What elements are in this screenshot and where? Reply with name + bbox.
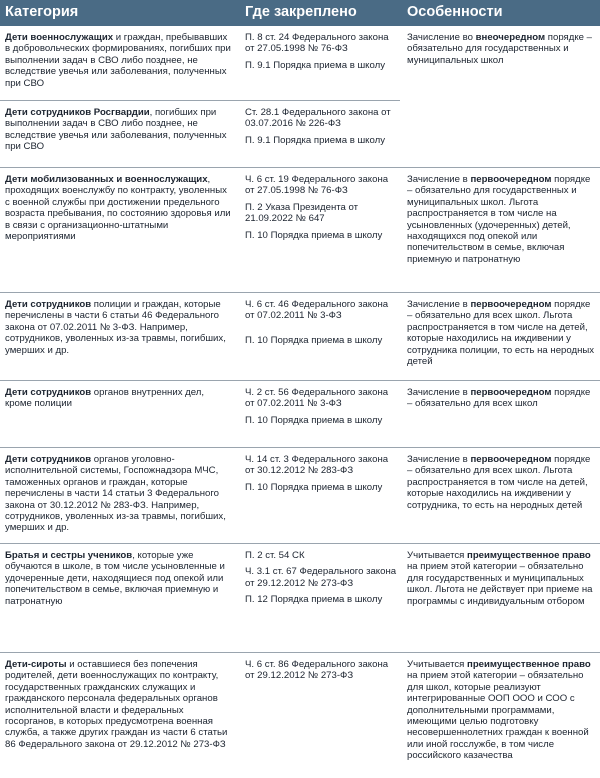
where-cell: Ст. 28.1 Федерального закона от 03.07.2016 № 226-ФЗ П. 9.1 Порядка приема в школу	[245, 107, 391, 146]
category-cell: Дети сотрудников Росгвардии, погибших при выполнении задач в СВО либо позднее, не вследствие увечья или заболевания, полученных при СВО	[5, 107, 227, 153]
header-features: Особенности	[407, 4, 503, 20]
category-cell: Дети сотрудников органов уголовно-исполнительной системы, Госпожнадзора МЧС, таможенных органов и граждан, которые перечислены в части 14 статьи 3 Федерального закона от 30.12.2012 № 283-ФЗ. Например, сотрудников, уволенных из-за травмы, погибших, умерших и др.	[5, 454, 226, 534]
category-cell: Дети сотрудников органов внутренних дел, кроме полиции	[5, 387, 205, 410]
features-cell: Зачисление в первоочередном порядке – обязательно для всех школ	[407, 387, 591, 410]
table-row	[0, 293, 600, 381]
table-header	[0, 0, 600, 26]
where-cell: Ч. 6 ст. 19 Федерального закона от 27.05.1998 № 76-ФЗ П. 2 Указа Президента от 21.09.2022 № 647 П. 10 Порядка приема в школу	[245, 174, 389, 241]
table-row	[0, 381, 600, 448]
table-row	[0, 448, 600, 544]
header-category: Категория	[5, 4, 79, 20]
table-row	[0, 544, 600, 653]
category-cell: Дети сотрудников полиции и граждан, которые перечислены в части 6 статьи 46 Федерального закона от 07.02.2011 № 3-ФЗ. Например, сотрудников, уволенных из-за травмы, погибших, умерших и др.	[5, 299, 226, 356]
where-cell: Ч. 6 ст. 86 Федерального закона от 29.12.2012 № 273-ФЗ	[245, 659, 389, 682]
category-cell: Дети-сироты и оставшиеся без попечения родителей, дети военнослужащих по контракту, государственных гражданских служащих и гражданского персонала федеральных органов исполнительной власти и федеральных госорганов, в которых предусмотрена военная служба, а также других граждан из части 6 статьи 86 Федерального закона от 29.12.2012 № 273-ФЗ	[5, 659, 228, 750]
table-row	[0, 168, 600, 293]
features-cell: Зачисление в первоочередном порядке – обязательно для государственных и муниципальных школ. Льгота распространяется в том числе на усыновленных (удочеренных) детей, находящихся под опекой или попечительством в семье, включая приемную и патронатную	[407, 174, 591, 265]
where-cell: П. 8 ст. 24 Федерального закона от 27.05.1998 № 76-ФЗ П. 9.1 Порядка приема в школу	[245, 32, 389, 71]
category-cell: Братья и сестры учеников, которые уже обучаются в школе, в том числе усыновленные и удочеренные дети, находящиеся под опекой или попечительством в семье, включая приемную и патронатную	[5, 550, 225, 607]
features-cell: Учитывается преимущественное право на прием этой категории – обязательно для школ, которые реализуют интегрированные ООП ООО и СОО с дополнительными программами, имеющими целью подготовку несовершеннолетних граждан к военной или иной госслужбе, в том числе российского казачества	[407, 659, 591, 762]
table-row	[0, 26, 600, 101]
where-cell: Ч. 14 ст. 3 Федерального закона от 30.12.2012 № 283-ФЗ П. 10 Порядка приема в школу	[245, 454, 389, 493]
features-cell: Зачисление в первоочередном порядке – обязательно для всех школ. Льгота распространяется в том числе на детей, которые находились на иждивении у сотрудника полиции, то есть на неродных детей	[407, 299, 595, 368]
where-cell: П. 2 ст. 54 СК Ч. 3.1 ст. 67 Федерального закона от 29.12.2012 № 273-ФЗ П. 12 Порядка приема в школу	[245, 550, 397, 606]
table-body	[0, 26, 600, 777]
where-cell: Ч. 2 ст. 56 Федерального закона от 07.02.2011 № 3-ФЗ П. 10 Порядка приема в школу	[245, 387, 389, 426]
features-cell: Учитывается преимущественное право на прием этой категории – обязательно для государственных и муниципальных школ. Льгота не действует при приеме на программы с индивидуальным отбором	[407, 550, 593, 607]
header-where: Где закреплено	[245, 4, 357, 20]
table-row	[0, 101, 600, 168]
where-cell: Ч. 6 ст. 46 Федерального закона от 07.02.2011 № 3-ФЗ П. 10 Порядка приема в школу	[245, 299, 389, 346]
features-cell: Зачисление в первоочередном порядке – обязательно для всех школ. Льгота распространяется в том числе на детей, которые находились на иждивении у сотрудника, то есть на неродных детей	[407, 454, 591, 511]
category-cell: Дети военнослужащих и граждан, пребывавших в добровольческих формированиях, погибших при выполнении задач в СВО либо позднее, не вследствие увечья или заболевания, полученных при СВО	[5, 32, 231, 89]
table-row	[0, 653, 600, 777]
category-cell: Дети мобилизованных и военнослужащих, проходящих военслужбу по контракту, уволенных с военной службы при достижении предельного возраста пребывания, по состоянию здоровья или в связи с организационно-штатными мероприятиями	[5, 174, 231, 243]
features-cell: Зачисление во внеочередном порядке – обязательно для государственных и муниципальных школ	[407, 32, 592, 66]
